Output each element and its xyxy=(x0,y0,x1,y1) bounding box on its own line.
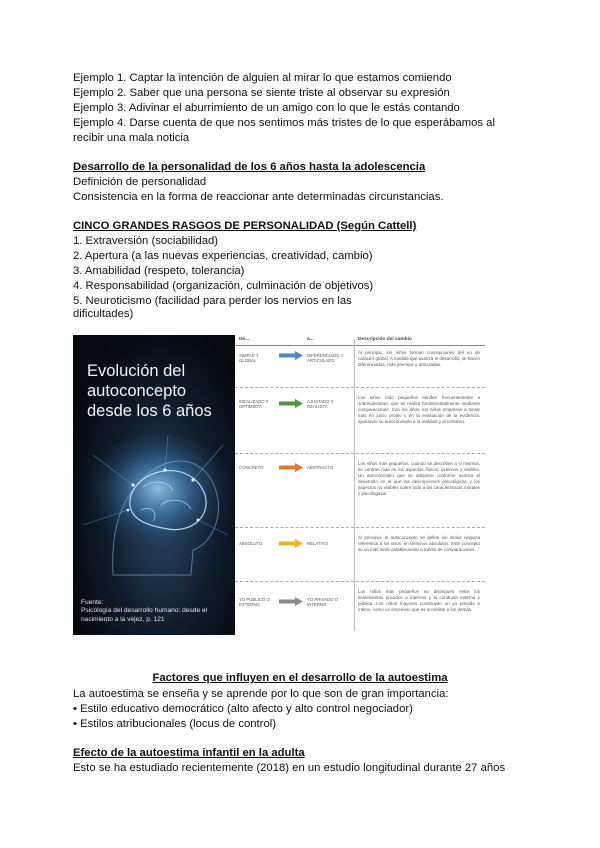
personality-heading: Desarrollo de la personalidad de los 6 años hasta la adolescencia xyxy=(73,161,426,173)
table-cell-to: AJUSTADO Y REALISTA xyxy=(307,399,334,410)
cattell-heading: CINCO GRANDES RASGOS DE PERSONALIDAD (Según Cattell) xyxy=(73,220,417,232)
table-cell-to: ABSTRACTO xyxy=(307,465,334,470)
table-header: Descripción del cambio xyxy=(358,337,412,342)
cattell-item: 4. Responsabilidad (organización, culminación de objetivos) xyxy=(73,280,374,292)
example-line: Ejemplo 2. Saber que una persona se siente triste al observar su expresión xyxy=(73,87,450,99)
arrow-right-icon xyxy=(279,399,303,408)
example-line: Ejemplo 3. Adivinar el aburrimiento de un amigo con lo que le estás contando xyxy=(73,102,460,114)
figure-title: Evolución del autoconcepto desde los 6 años xyxy=(87,362,212,420)
effect-heading: Efecto de la autoestima infantil en la adulta xyxy=(73,747,305,759)
factors-bullet: • Estilos atribucionales (locus de control) xyxy=(73,718,276,730)
factors-line: La autoestima se enseña y se aprende por lo que son de gran importancia: xyxy=(73,688,449,700)
table-cell-to: YO PRIVADO O INTERNO xyxy=(307,597,338,608)
table-cell-from: YO PÚBLICO O EXTERNO xyxy=(239,597,270,608)
brain-illustration-icon xyxy=(73,425,235,595)
cattell-item: 3. Amabilidad (respeto, tolerancia) xyxy=(73,265,245,277)
example-line: recibir una mala noticia xyxy=(73,132,190,144)
table-cell-from: SIMPLE Y GLOBAL xyxy=(239,353,259,364)
personality-line: Consistencia en la forma de reaccionar ante determinadas circunstancias. xyxy=(73,191,444,203)
table-divider xyxy=(235,345,485,346)
table-cell-from: ABSOLUTO xyxy=(239,541,263,546)
cattell-item: 5. Neuroticismo (facilidad para perder los nervios en las xyxy=(73,295,352,307)
table-divider xyxy=(235,581,485,582)
cattell-item: 1. Extraversión (sociabilidad) xyxy=(73,235,219,247)
table-cell-description: Al principio, los niños forman concepciones del yo de carácter global. A medida que avanza el desarrollo, se hacen diferenciadas, más precisas y articuladas. xyxy=(358,350,480,367)
personality-line: Definición de personalidad xyxy=(73,176,207,188)
example-line: Ejemplo 4. Darse cuenta de que nos sentimos más tristes de lo que esperábamos al xyxy=(73,117,495,129)
arrow-right-icon xyxy=(279,539,303,548)
cattell-item: 2. Apertura (a las nuevas experiencias, creatividad, cambio) xyxy=(73,250,373,262)
table-divider xyxy=(235,387,485,388)
autoconcept-figure xyxy=(73,335,485,635)
arrow-right-icon xyxy=(279,597,303,606)
table-cell-from: CONCRETO xyxy=(239,465,264,470)
table-header: De... xyxy=(239,337,250,342)
table-column-divider xyxy=(354,339,355,631)
cattell-item: dificultades) xyxy=(73,308,134,320)
factors-bullet: • Estilo educativo democrático (alto afecto y alto control negociador) xyxy=(73,703,413,715)
table-cell-from: IDEALIZADO Y OPTIMISTA xyxy=(239,399,269,410)
table-cell-to: RELATIVO xyxy=(307,541,328,546)
factors-heading: Factores que influyen en el desarrollo de la autoestima xyxy=(152,672,448,684)
table-header: a... xyxy=(307,337,314,342)
autoconcept-table xyxy=(235,335,485,635)
example-line: Ejemplo 1. Captar la intención de alguien al mirar lo que estamos comiendo xyxy=(73,72,452,84)
arrow-right-icon xyxy=(279,463,303,472)
table-divider xyxy=(235,453,485,454)
table-cell-to: DIFERENCIADO Y ARTICULADO xyxy=(307,353,344,364)
table-cell-description: Los niños más pequeños, cuando se describen a sí mismos, se centran más en los aspectos físicos, externos y visibles. Un autoconcepto que se adquiere conforme avanza el desarrollo en el que las descripciones psicológicas y los aspectos no visibles sobre todo a las características morales y psicológicas. xyxy=(358,461,480,496)
table-cell-description: Los niños más pequeños tienden frecuentemente a sobrevalorarse, que se realiza fundamentalmente mediante comparaciones. Con los años, los niños empiezan a tomar más en juicio propio y en la evaluación de la evidencia, ajustando su autoconcepto a la realidad y al contexto. xyxy=(358,395,480,424)
arrow-right-icon xyxy=(279,351,303,360)
effect-line: Esto se ha estudiado recientemente (2018) en un estudio longitudinal durante 27 años xyxy=(73,762,506,774)
figure-cover xyxy=(73,335,235,635)
table-divider xyxy=(235,527,485,528)
table-cell-description: Los niños más pequeños no distinguen entre los sentimientos privados e internos y la conducta externa y pública. Los niños mayores construyen un yo privado e íntimo, como un escenario que es accesible a los demás. xyxy=(358,589,480,612)
table-cell-description: Al principio, el autoconcepto se define sin incluir ninguna referencia a los otros, en términos absolutos. Este concepto se va más tarde estableciendo a través de comparaciones. xyxy=(358,535,480,552)
figure-source-label: Fuente: Psicología del desarrollo humano: desde el nacimiento a la vejez, p. 121 xyxy=(81,599,208,623)
figure-caption xyxy=(81,599,233,624)
